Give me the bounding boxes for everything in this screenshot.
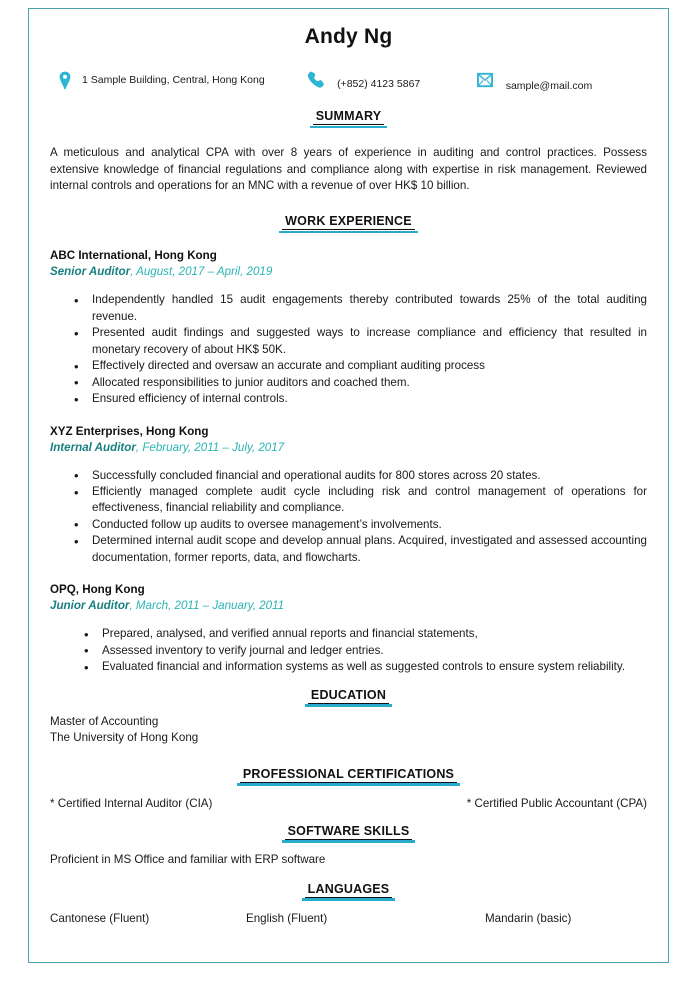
job-dates: , February, 2011 – July, 2017 — [135, 440, 285, 454]
certifications-row — [50, 797, 647, 810]
list-item: • Assessed inventory to verify journal and ledger entries. — [50, 643, 647, 659]
education-institution: The University of Hong Kong — [50, 731, 199, 745]
job-company: OPQ, Hong Kong — [50, 583, 145, 597]
list-item: • Conducted follow up audits to oversee management’s involvements. — [50, 517, 647, 533]
certification-item: * Certified Internal Auditor (CIA) — [50, 796, 213, 810]
software-skills-text: Proficient in MS Office and familiar with ERP software — [50, 852, 326, 866]
software-skills-heading-label: SOFTWARE SKILLS — [285, 824, 413, 840]
job-entry — [50, 424, 647, 567]
certification-item: * Certified Public Accountant (CPA) — [466, 796, 647, 810]
list-item: • Prepared, analysed, and verified annual reports and financial statements, — [50, 626, 647, 642]
summary-text: A meticulous and analytical CPA with over 8 years of experience in auditing and control practices. Possess extensive knowledge of financial regulations and compliance along with expertise in risk management. Reviewed internal controls and operations for an MNC with a revenue of over HK$ 10 billion. — [50, 146, 647, 192]
job-dates: , March, 2011 – January, 2011 — [129, 599, 285, 613]
list-item: • Efficiently managed complete audit cycle including risk and control management of operations for effectiveness, financial reliability and compliance. — [50, 484, 647, 517]
job-title-dates — [50, 264, 647, 280]
job-entry — [50, 582, 647, 675]
list-item: • Determined internal audit scope and develop annual plans. Acquired, investigated and assessed accounting documentation, former reports, data, and flowcharts. — [50, 533, 647, 566]
job-title-dates — [50, 440, 647, 456]
languages-heading-label: LANGUAGES — [305, 882, 393, 898]
summary-heading-label: SUMMARY — [313, 109, 385, 125]
email-text: sample@mail.com — [505, 79, 593, 92]
list-item: • Effectively directed and oversaw an accurate and compliant auditing process — [50, 358, 647, 374]
job-company: XYZ Enterprises, Hong Kong — [50, 424, 209, 438]
list-item: • Independently handled 15 audit engagements thereby contributed towards 25% of the total auditing revenue. — [50, 292, 647, 325]
education-degree: Master of Accounting — [50, 714, 159, 728]
location-pin-icon — [54, 71, 76, 90]
list-item: • Successfully concluded financial and operational audits for 800 stores across 20 states. — [50, 468, 647, 484]
section-heading-software-skills — [50, 822, 647, 840]
list-item: • Presented audit findings and suggested ways to increase compliance and efficiency that resulted in monetary recovery of about HK$ 50K. — [50, 325, 647, 358]
phone-text: (+852) 4123 5867 — [337, 77, 421, 90]
job-entry — [50, 248, 647, 407]
section-heading-summary — [50, 107, 647, 125]
section-heading-work-experience — [50, 212, 647, 230]
job-bullet-list — [50, 626, 647, 675]
work-experience-heading-label: WORK EXPERIENCE — [282, 214, 415, 230]
education-heading-label: EDUCATION — [308, 688, 389, 704]
contact-address — [54, 71, 305, 90]
job-title: Senior Auditor — [50, 265, 131, 279]
contact-phone — [305, 70, 474, 90]
job-company: ABC International, Hong Kong — [50, 249, 217, 263]
section-heading-education — [50, 686, 647, 704]
section-heading-certifications — [50, 765, 647, 783]
job-title: Internal Auditor — [50, 440, 136, 454]
job-title: Junior Auditor — [50, 599, 130, 613]
candidate-name: Andy Ng — [304, 25, 393, 48]
language-item: English (Fluent) — [246, 911, 328, 925]
envelope-icon — [474, 72, 496, 88]
address-text: 1 Sample Building, Central, Hong Kong — [82, 74, 265, 87]
languages-row — [50, 912, 647, 925]
job-bullet-list — [50, 292, 647, 407]
phone-icon — [305, 70, 327, 90]
list-item: • Allocated responsibilities to junior auditors and coached them. — [50, 375, 647, 391]
section-heading-languages — [50, 880, 647, 898]
language-item: Mandarin (basic) — [485, 911, 572, 925]
job-bullet-list — [50, 468, 647, 567]
language-item: Cantonese (Fluent) — [50, 911, 150, 925]
job-dates: , August, 2017 – April, 2019 — [130, 265, 273, 279]
list-item: • Evaluated financial and information systems as well as suggested controls to ensure system reliability. — [50, 659, 647, 675]
contact-row — [50, 65, 647, 95]
list-item: • Ensured efficiency of internal controls. — [50, 391, 647, 407]
contact-email — [474, 69, 647, 92]
certifications-heading-label: PROFESSIONAL CERTIFICATIONS — [240, 767, 457, 783]
job-title-dates — [50, 598, 647, 614]
resume-document — [28, 8, 669, 963]
